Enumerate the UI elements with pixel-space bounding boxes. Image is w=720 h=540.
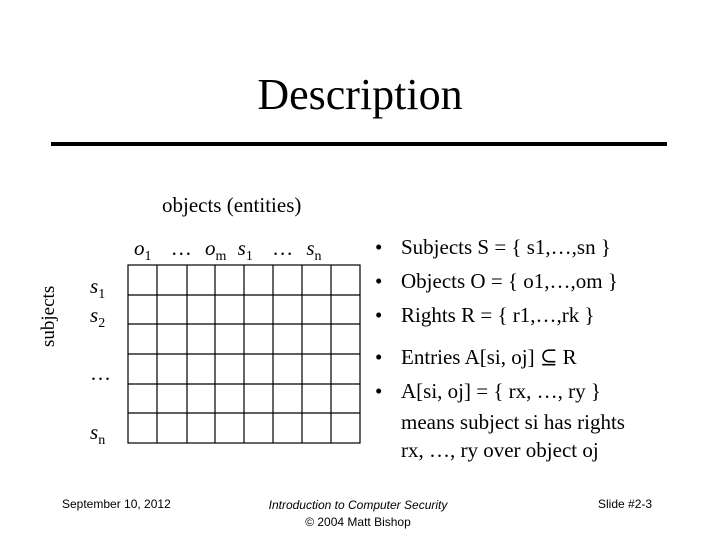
row-s2: $s_2$ — [90, 303, 106, 331]
footer-date: September 10, 2012 — [62, 497, 171, 511]
col-sn: $s_n$ — [306, 236, 322, 264]
bullet-rights: • Rights R = { r1,…,rk } — [375, 303, 595, 327]
col-ellipsis-2: … — [272, 236, 294, 260]
row-sn: $s_n$ — [90, 420, 106, 448]
definition-line-2: means subject si has rights — [401, 410, 625, 434]
bullet-list — [375, 230, 705, 464]
footer-slide-number: Slide #2-3 — [598, 497, 653, 511]
col-s1: $s_1$ — [237, 236, 253, 264]
bullet-objects: • Objects O = { o1,…,om } — [375, 269, 618, 293]
bullet-subjects: • Subjects S = { s1,…,sn } — [375, 235, 611, 259]
objects-axis-label: objects (entities) — [162, 193, 302, 217]
slide-title: Description — [257, 70, 463, 119]
row-ellipsis: … — [90, 361, 111, 385]
footer-course — [240, 497, 476, 531]
bullet-entries: • Entries A[si, oj] ⊆ R — [375, 345, 577, 369]
footer-course-title: Introduction to Computer Security — [268, 498, 448, 512]
col-ellipsis-1: … — [170, 236, 192, 260]
row-s1: $s_1$ — [90, 274, 106, 302]
col-o1: $o_1$ — [134, 236, 152, 264]
col-om: $o_m$ — [205, 236, 227, 264]
definition-line-3: rx, …, ry over object oj — [401, 438, 599, 462]
footer-copyright: © 2004 Matt Bishop — [305, 515, 411, 529]
subjects-axis-label: subjects — [38, 285, 59, 347]
bullet-definition: • A[si, oj] = { rx, …, ry } means subject si has rights rx, …, ry over object oj — [375, 374, 705, 464]
